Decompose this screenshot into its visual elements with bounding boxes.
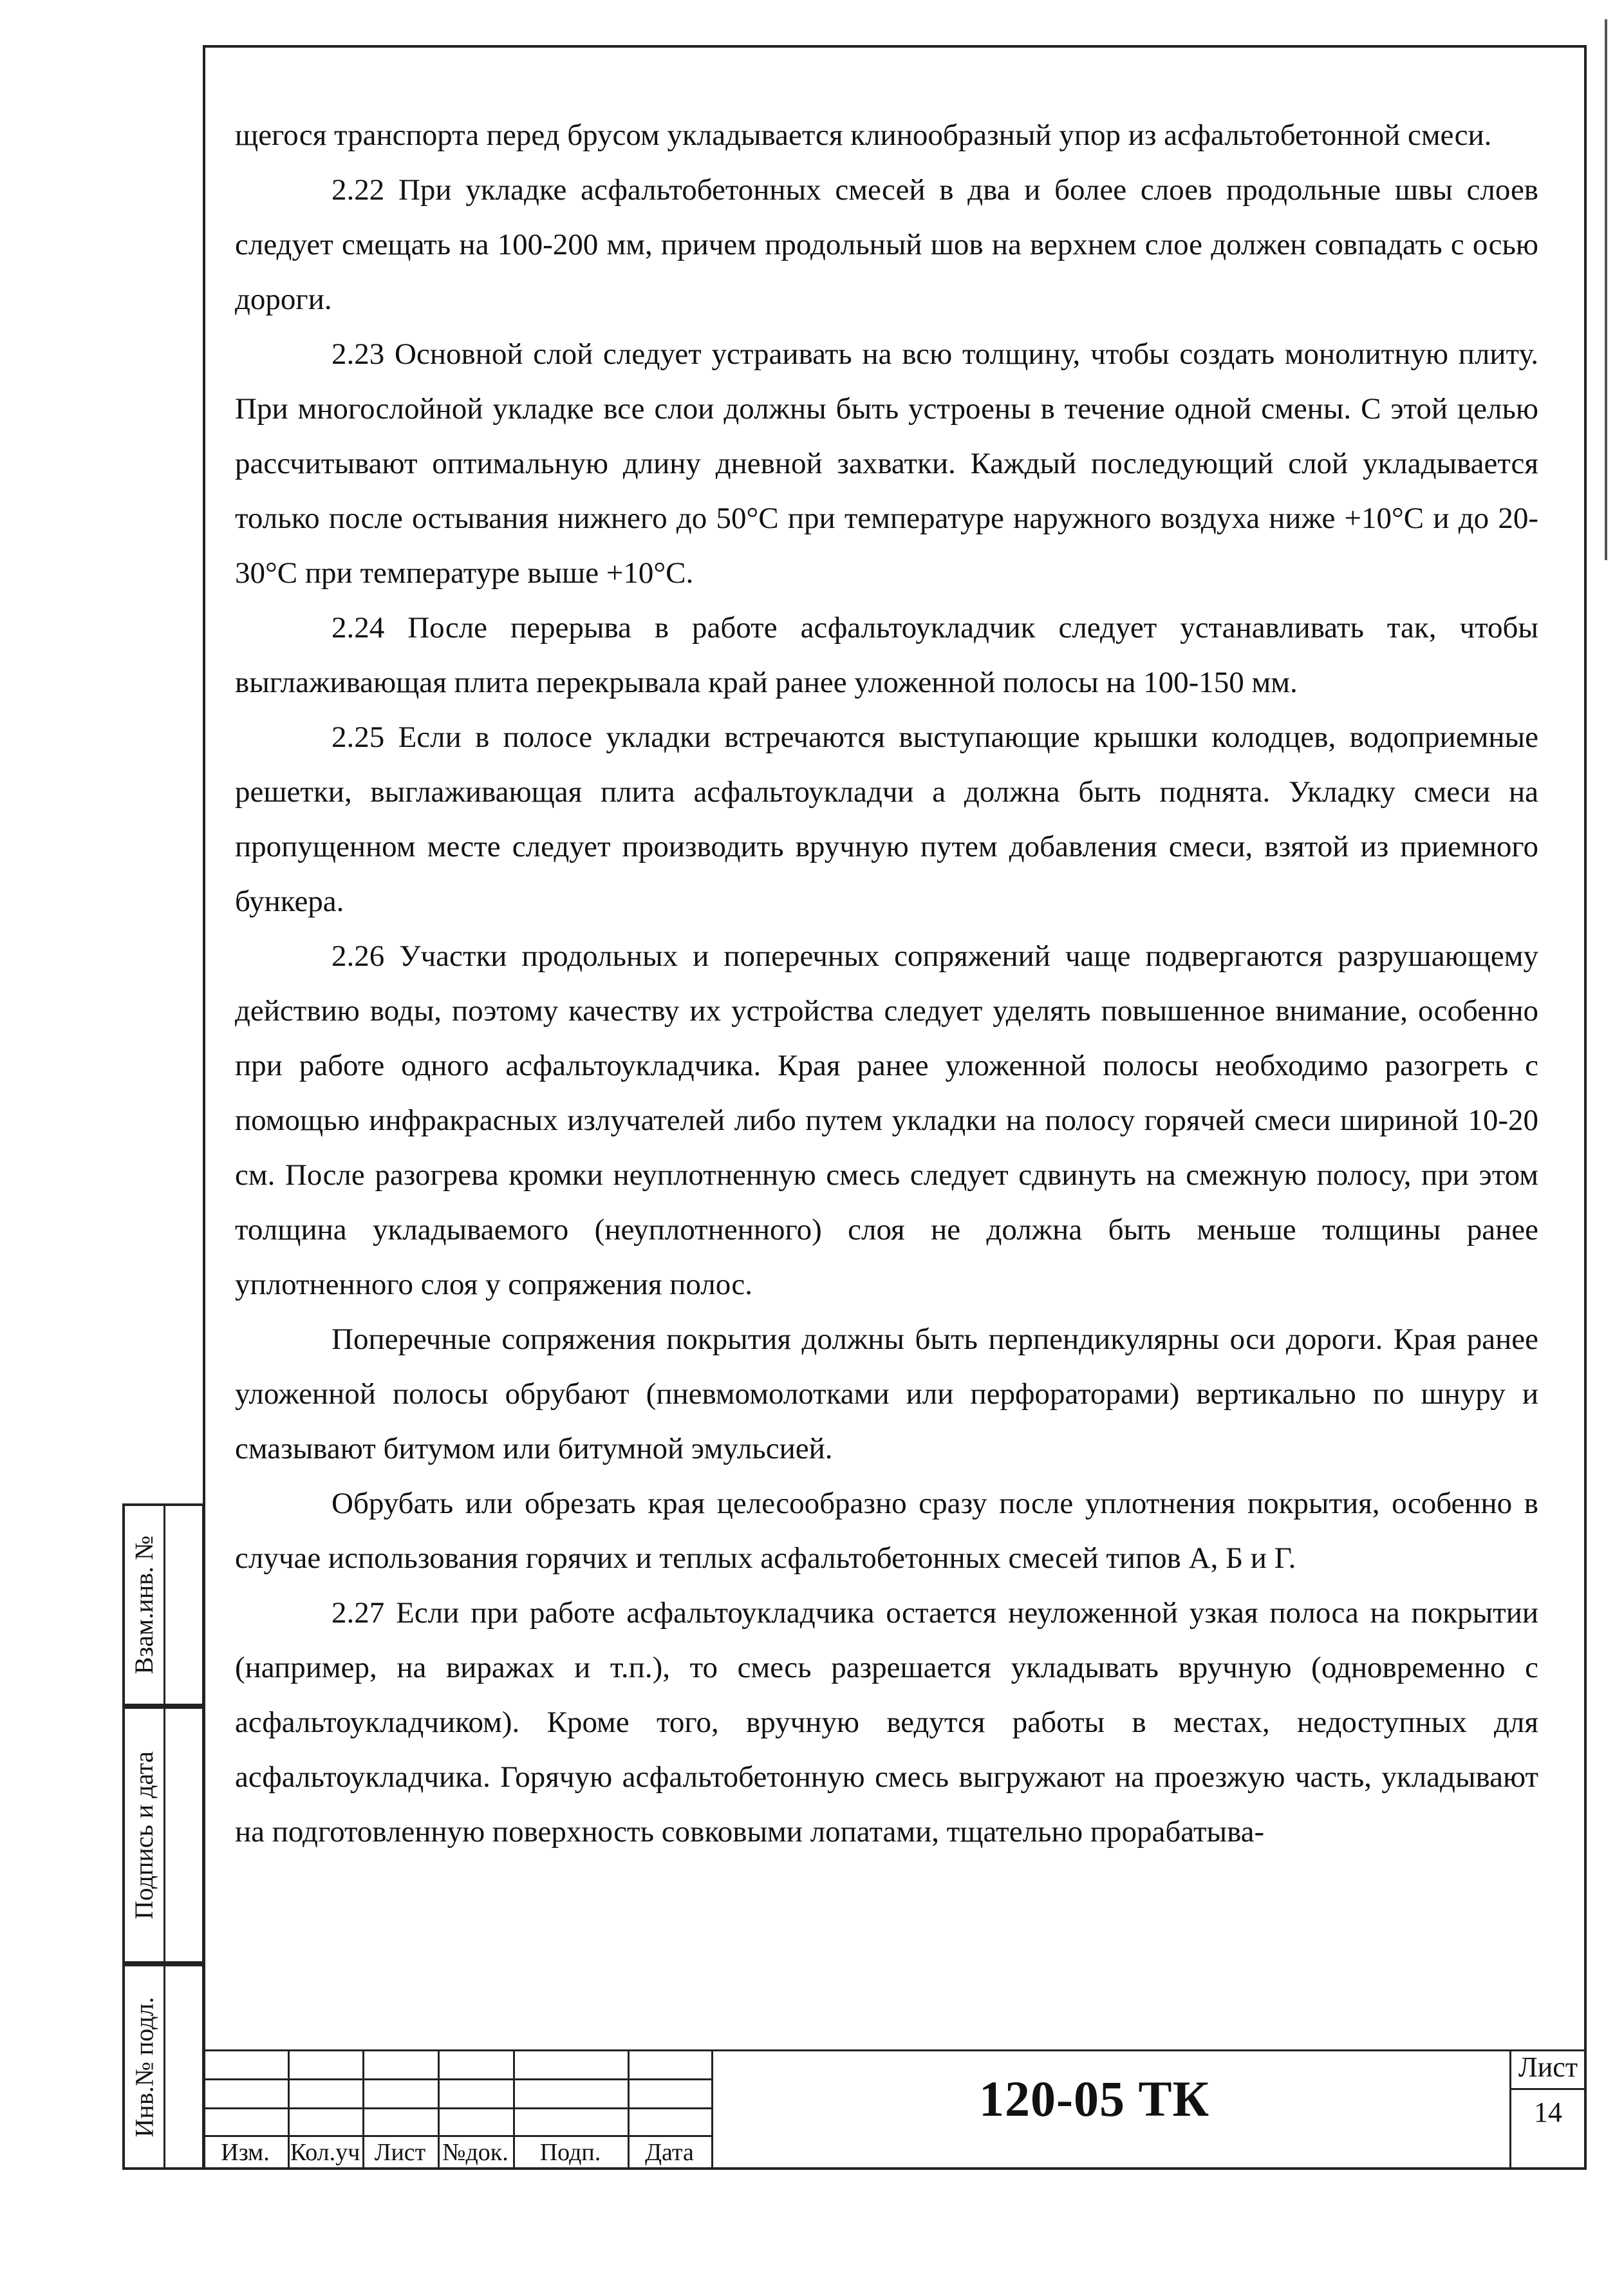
paragraph: 2.26 Участки продольных и поперечных сопряжений чаще подвергаются разрушающему действию воды, поэтому качеству их устройства следует уделять повышенное внимание, особенно при работе одного асфальтоукладчика. Края ранее уложенной полосы необходимо разогреть с помощью инфракрасных излучателей либо путем укладки на полосу горячей смеси шириной 10-20 см. После разогрева кромки неуплотненную смесь следует сдвинуть на смежную полосу, при этом толщина укладываемого (неуплотненного) слоя не должна быть меньше толщины ранее уплотненного слоя у сопряжения полос.	[235, 939, 1538, 1301]
col-kol-uch: Кол.уч	[290, 2139, 360, 2166]
scan-edge-mark	[1605, 19, 1607, 560]
col-data: Дата	[645, 2139, 694, 2166]
document-code: 120-05 ТК	[978, 2071, 1210, 2127]
side-stamp-podpis	[122, 1706, 205, 1964]
paragraph: Обрубать или обрезать края целесообразно сразу после уплотнения покрытия, особенно в случае использования горячих и теплых асфальтобетонных смесей типов А, Б и Г.	[235, 1487, 1538, 1575]
paragraph: Поперечные сопряжения покрытия должны быть перпендикулярны оси дороги. Края ранее уложенной полосы обрубают (пневмомолотками или перфораторами) вертикально по шнуру и смазывают битумом или битумной эмульсией.	[235, 1323, 1538, 1465]
paragraph: 2.25 Если в полосе укладки встречаются выступающие крышки колодцев, водоприемные решетки, выглаживающая плита асфальтоукладчи а должна быть поднята. Укладку смеси на пропущенном месте следует производить вручную путем добавления смеси, взятой из приемного бункера.	[235, 720, 1538, 918]
col-izm: Изм.	[221, 2139, 270, 2166]
side-label-inv: Инв.№ подл.	[129, 1997, 159, 2137]
col-podp: Подп.	[539, 2139, 601, 2166]
body-text	[235, 108, 1538, 1859]
paragraph: 2.24 После перерыва в работе асфальтоукладчик следует устанавливать так, чтобы выглаживающая плита перекрывала край ранее уложенной полосы на 100-150 мм.	[235, 611, 1538, 699]
sheet-number: 14	[1534, 2096, 1562, 2128]
paragraph: 2.23 Основной слой следует устраивать на всю толщину, чтобы создать монолитную плиту. При многослойной укладке все слои должны быть устроены в течение одной смены. С этой целью рассчитывают оптимальную длину дневной захватки. Каждый последующий слой укладывается только после остывания нижнего до 50°С при температуре наружного воздуха ниже +10°С и до 20-30°С при температуре выше +10°С.	[235, 337, 1538, 590]
paragraph: щегося транспорта перед брусом укладывается клинообразный упор из асфальтобетонной смеси.	[235, 118, 1492, 152]
paragraph: 2.27 Если при работе асфальтоукладчика остается неуложенной узкая полоса на покрытии (например, на виражах и т.п.), то смесь разрешается укладывать вручную (одновременно с асфальтоукладчиком). Кроме того, вручную ведутся работы в местах, недоступных для асфальтоукладчика. Горячую асфальтобетонную смесь выгружают на проезжую часть, укладывают на подготовленную поверхность совковыми лопатами, тщательно прорабатыва-	[235, 1596, 1538, 1849]
sheet-label: Лист	[1518, 2051, 1578, 2083]
col-ndok: №док.	[442, 2139, 509, 2166]
paragraph: 2.22 При укладке асфальтобетонных смесей в два и более слоев продольные швы слоев следует смещать на 100-200 мм, причем продольный шов на верхнем слое должен совпадать с осью дороги.	[235, 173, 1538, 316]
side-label-vzam: Взам.инв. №	[129, 1535, 159, 1675]
col-list: Лист	[374, 2139, 426, 2166]
side-label-podpis: Подпись и дата	[129, 1751, 159, 1919]
side-stamp-inv	[122, 1964, 205, 2170]
side-stamp-vzam	[122, 1503, 205, 1706]
